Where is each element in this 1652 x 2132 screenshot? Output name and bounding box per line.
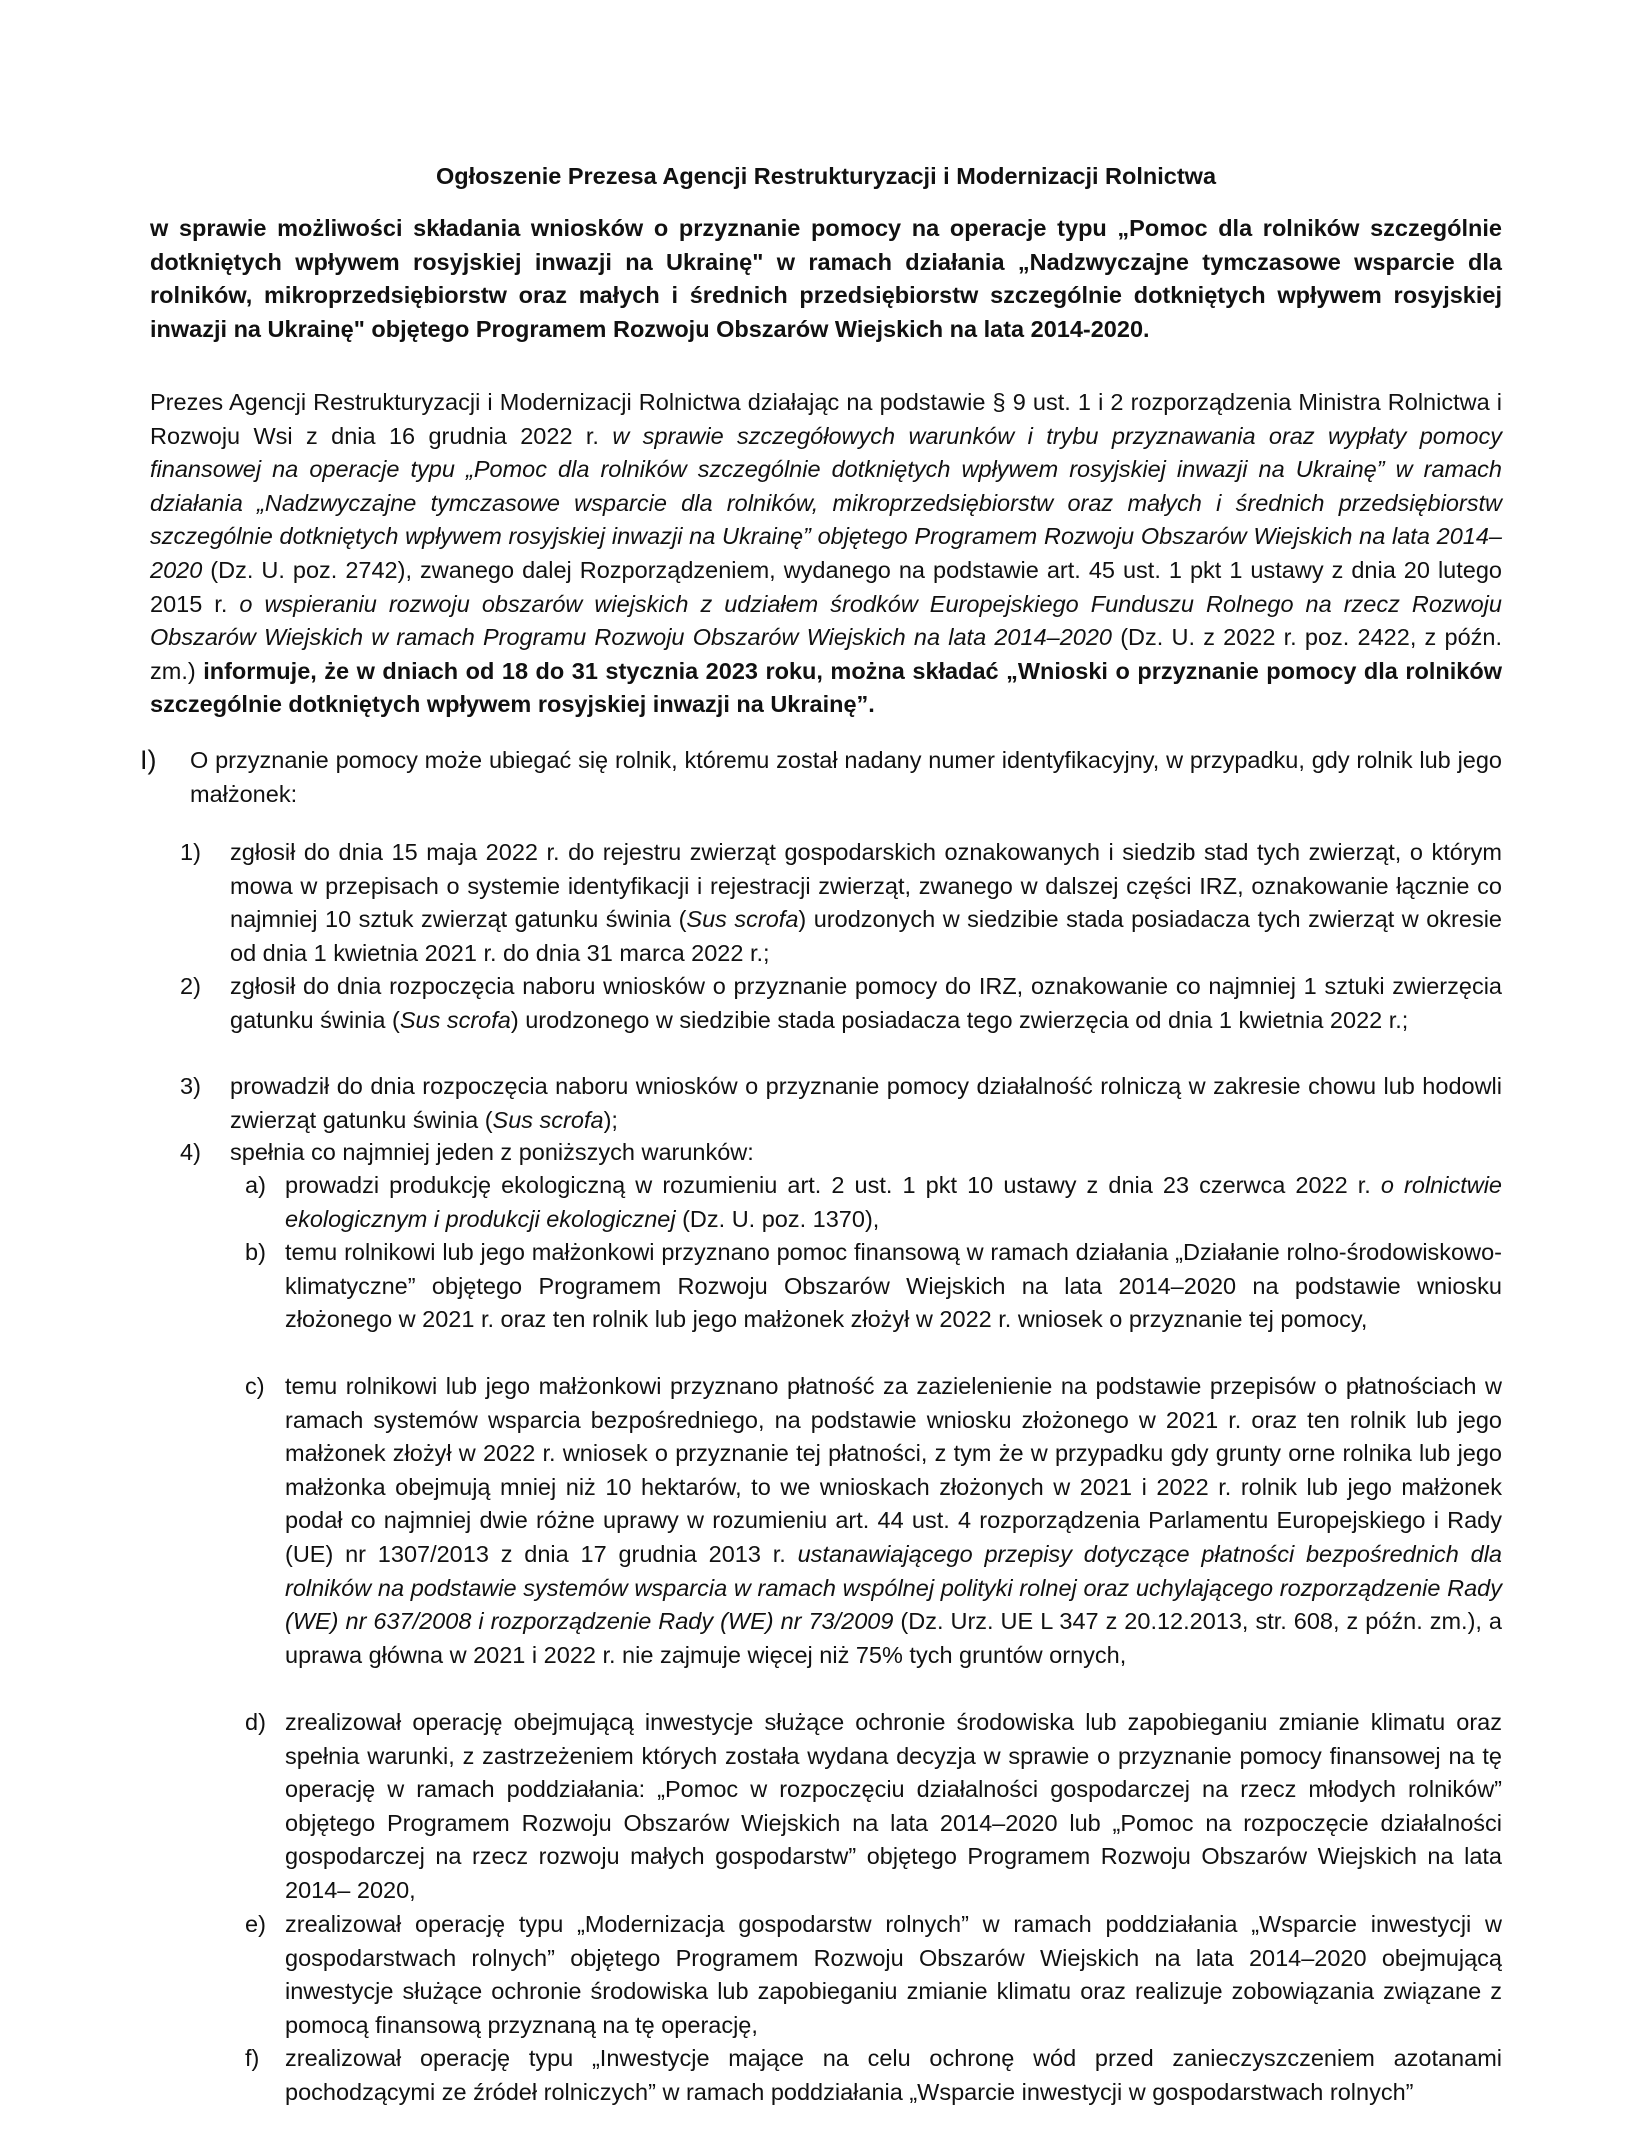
list-item-text-part: zgłosił do dnia 15 maja 2022 r. do rejestru zwierząt gospodarskich oznakowanych i siedzib stad tych zwierząt, o którym mowa w przepisach o systemie identyfikacji i rejestracji zwierząt, zwanego w dalszej części IRZ, oznakowanie łącznie co najmniej 10 sztuk zwierząt gatunku świnia (	[230, 839, 1502, 933]
sub-item-text: zrealizował operację obejmującą inwestycje służące ochronie środowiska lub zapobieganiu zmianie klimatu oraz spełnia warunki, z zastrzeżeniem których została wydana decyzja w sprawie o przyznanie pomocy finansowej na tę operację w ramach poddziałania: „Pomoc w rozpoczęciu działalności gospodarczej na rzecz młodych rolników” objętego Programem Rozwoju Obszarów Wiejskich na lata 2014–2020 lub „Pomoc na rozpoczęcie działalności gospodarczej na rzecz rozwoju małych gospodarstw” objętego Programem Rozwoju Obszarów Wiejskich na lata 2014– 2020,	[285, 1709, 1502, 1903]
sub-item-letter: f)	[245, 2045, 260, 2071]
sub-item-text: zrealizował operację typu „Inwestycje mające na celu ochronę wód przed zanieczyszczeniem azotanami pochodzącymi ze źródeł rolniczych” w ramach poddziałania „Wsparcie inwestycji w gospodarstwach rolnych”	[285, 2045, 1502, 2105]
intro-text-3: (Dz. U. z 2022 r. poz. 2422, z późn. zm.)	[150, 624, 1503, 684]
list-item-text-part: ) urodzonych w siedzibie stada posiadacza tych zwierząt w okresie od dnia 1 kwietnia 2021 r. do dnia 31 marca 2022 r.;	[230, 906, 1502, 966]
sub-item-letter: d)	[245, 1709, 266, 1735]
sub-item-text: temu rolnikowi lub jego małżonkowi przyznano pomoc finansową w ramach działania „Działanie rolno-środowiskowo-klimatyczne” objętego Programem Rozwoju Obszarów Wiejskich na lata 2014–2020 na podstawie wniosku złożonego w 2021 r. oraz ten rolnik lub jego małżonek złożył w 2022 r. wniosek o przyznanie tej pomocy,	[285, 1239, 1502, 1333]
species-name: Sus scrofa	[399, 1006, 511, 1033]
list-item-text-part: ) urodzonego w siedzibie stada posiadacza tego zwierzęcia od dnia 1 kwietnia 2022 r.;	[510, 1006, 1409, 1033]
list-item-number: 1)	[180, 839, 201, 865]
sub-item-letter: a)	[245, 1172, 266, 1198]
species-name: Sus scrofa	[686, 906, 799, 933]
list-item-number: 3)	[180, 1073, 201, 1099]
section-number: I)	[140, 745, 157, 775]
intro-act-title: o wspieraniu rozwoju obszarów wiejskich z udziałem środków Europejskiego Funduszu Rolnego na rzecz Rozwoju Obszarów Wiejskich w ramach Programu Rozwoju Obszarów Wiejskich na lata 2014–2020	[150, 590, 1502, 651]
list-item-text	[230, 1136, 1502, 1170]
list-item-text	[230, 1070, 1502, 1137]
list-item-text	[230, 836, 1502, 970]
sub-item-text-part: (Dz. Urz. UE L 347 z 20.12.2013, str. 608, z późn. zm.), a uprawa główna w 2021 i 2022 r. nie zajmuje więcej niż 75% tych gruntów ornych,	[285, 1608, 1502, 1668]
section-text: O przyznanie pomocy może ubiegać się rolnik, któremu został nadany numer identyfikacyjny, w przypadku, gdy rolnik lub jego małżonek:	[190, 747, 1502, 807]
intro-text-1: Prezes Agencji Restrukturyzacji i Modernizacji Rolnictwa działając na podstawie § 9 ust. 1 i 2 rozporządzenia Ministra Rolnictwa i Rozwoju Wsi z dnia 16 grudnia 2022 r.	[150, 389, 1502, 449]
sub-item-text	[285, 1370, 1502, 1672]
intro-announcement: informuje, że w dniach od 18 do 31 stycznia 2023 roku, można składać „Wnioski o przyznanie pomocy dla rolników szczególnie dotkniętych wpływem rosyjskiej inwazji na Ukrainę”.	[150, 657, 1502, 718]
act-title: o rolnictwie ekologicznym i produkcji ekologicznej	[285, 1172, 1502, 1232]
sub-item-text: zrealizował operację typu „Modernizacja gospodarstw rolnych” w ramach poddziałania „Wsparcie inwestycji w gospodarstwach rolnych” objętego Programem Rozwoju Obszarów Wiejskich na lata 2014–2020 obejmującą inwestycje służące ochronie środowiska lub zapobieganiu zmianie klimatu oraz realizuje zobowiązania związane z pomocą finansową przyznaną na tę operację,	[285, 1911, 1502, 2038]
sub-item-text-part: temu rolnikowi lub jego małżonkowi przyznano płatność za zazielenienie na podstawie przepisów o płatnościach w ramach systemów wsparcia bezpośredniego, na podstawie wniosku złożonego w 2021 r. oraz ten rolnik lub jego małżonek złożył w 2022 r. wniosek o przyznanie tej płatności, z tym że w przypadku gdy grunty orne rolnika lub jego małżonka obejmują mniej niż 10 hektarów, to we wnioskach złożonych w 2021 i 2022 r. rolnik lub jego małżonek podał co najmniej dwie różne uprawy w rozumieniu art. 44 ust. 4 rozporządzenia Parlamentu Europejskiego i Rady (UE) nr 1307/2013 z dnia 17 grudnia 2013 r.	[285, 1373, 1502, 1567]
list-item-text-part: zgłosił do dnia rozpoczęcia naboru wniosków o przyznanie pomocy do IRZ, oznakowanie co najmniej 1 sztuki zwierzęcia gatunku świnia (	[230, 973, 1502, 1033]
intro-regulation-title: w sprawie szczegółowych warunków i trybu przyznawania oraz wypłaty pomocy finansowej na operacje typu „Pomoc dla rolników szczególnie dotkniętych wpływem rosyjskiej inwazji na Ukrainę” w ramach działania „Nadzwyczajne tymczasowe wsparcie dla rolników, mikroprzedsiębiorstw oraz małych i średnich przedsiębiorstw szczególnie dotkniętych wpływem rosyjskiej inwazji na Ukrainę” objętego Programem Rozwoju Obszarów Wiejskich na lata 2014–2020	[150, 422, 1502, 583]
regulation-title: ustanawiającego przepisy dotyczące płatności bezpośrednich dla rolników na podstawie systemów wsparcia w ramach wspólnej polityki rolnej oraz uchylającego rozporządzenie Rady (WE) nr 637/2008 i rozporządzenie Rady (WE) nr 73/2009	[285, 1540, 1502, 1635]
list-item-number: 2)	[180, 973, 201, 999]
sub-item-text	[285, 1169, 1502, 1236]
intro-paragraph	[150, 386, 1502, 722]
list-item-text-part: prowadził do dnia rozpoczęcia naboru wniosków o przyznanie pomocy działalność rolniczą w zakresie chowu lub hodowli zwierząt gatunku świnia (	[230, 1073, 1502, 1133]
sub-item-text-part: prowadzi produkcję ekologiczną w rozumieniu art. 2 ust. 1 pkt 10 ustawy z dnia 23 czerwca 2022 r.	[285, 1172, 1381, 1198]
species-name: Sus scrofa	[492, 1106, 604, 1133]
sub-item-letter: b)	[245, 1239, 266, 1265]
list-item-number: 4)	[180, 1139, 201, 1165]
list-item-text	[230, 970, 1502, 1037]
sub-item-letter: c)	[245, 1373, 265, 1399]
document-subject: w sprawie możliwości składania wniosków o przyznanie pomocy na operacje typu „Pomoc dla rolników szczególnie dotkniętych wpływem rosyjskiej inwazji na Ukrainę" w ramach działania „Nadzwyczajne tymczasowe wsparcie dla rolników, mikroprzedsiębiorstw oraz małych i średnich przedsiębiorstw szczególnie dotkniętych wpływem rosyjskiej inwazji na Ukrainę" objętego Programem Rozwoju Obszarów Wiejskich na lata 2014-2020.	[150, 215, 1502, 342]
sub-item-text-part: (Dz. U. poz. 1370),	[675, 1205, 880, 1232]
sub-item-letter: e)	[245, 1911, 266, 1937]
list-item-text-part: spełnia co najmniej jeden z poniższych warunków:	[230, 1139, 754, 1165]
intro-text-2: (Dz. U. poz. 2742), zwanego dalej Rozporządzeniem, wydanego na podstawie art. 45 ust. 1 pkt 1 ustawy z dnia 20 lutego 2015 r.	[150, 556, 1502, 617]
list-item-text-part: );	[603, 1106, 618, 1133]
document-title: Ogłoszenie Prezesa Agencji Restrukturyzacji i Modernizacji Rolnictwa	[435, 163, 1217, 189]
